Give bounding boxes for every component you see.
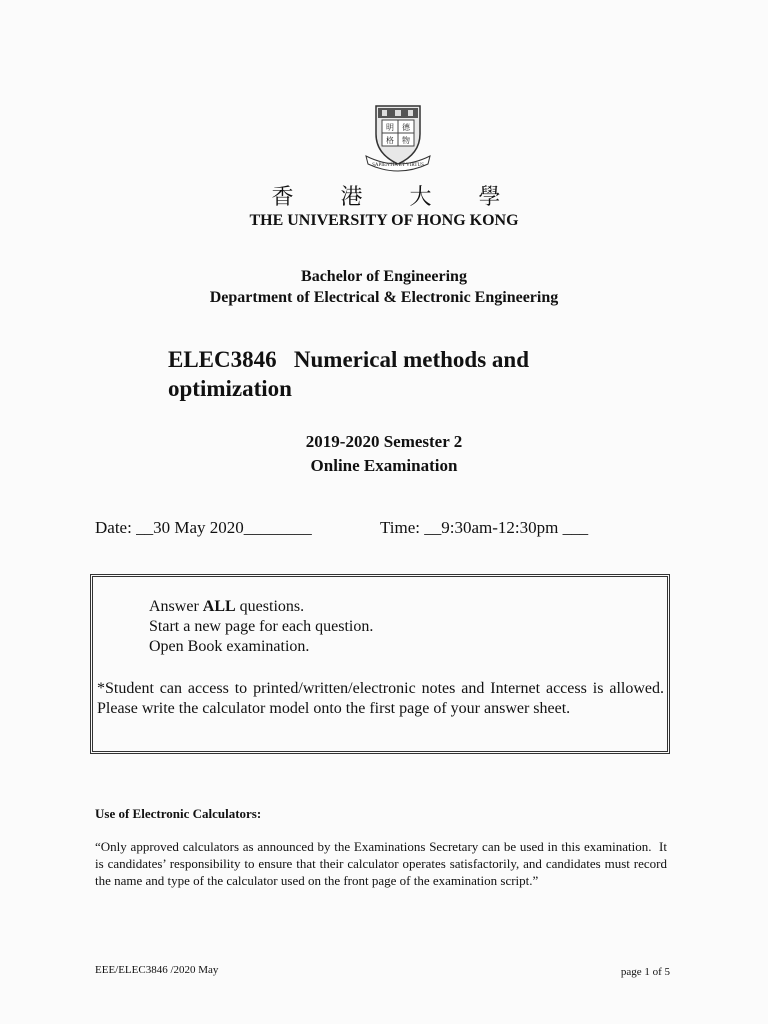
exam-time xyxy=(380,518,588,538)
exam-date xyxy=(95,518,312,538)
instruction-answer-all xyxy=(149,597,373,617)
svg-text:SAPIENTIA ET VIRTUS: SAPIENTIA ET VIRTUS xyxy=(372,163,424,168)
university-crest-icon xyxy=(362,100,434,172)
date-value: __30 May 2020________ xyxy=(136,518,312,537)
svg-text:物: 物 xyxy=(402,136,410,145)
semester-label: 2019-2020 Semester 2 xyxy=(305,432,463,451)
svg-text:格: 格 xyxy=(386,136,394,145)
date-label: Date: xyxy=(95,518,132,537)
instruction-prefix: Answer xyxy=(149,598,203,615)
time-value: __9:30am-12:30pm ___ xyxy=(424,518,589,537)
university-chinese-name: 香 港 大 學 xyxy=(271,185,521,210)
instruction-open-book: Open Book examination. xyxy=(149,638,310,655)
instruction-new-page: Start a new page for each question. xyxy=(149,618,374,635)
instruction-emphasis: ALL xyxy=(202,598,236,615)
svg-text:明: 明 xyxy=(386,123,394,132)
instructions-box xyxy=(90,574,670,754)
instruction-note: *Student can access to printed/written/electronic notes and Internet access is allowed. Please write the calculator model onto the first page of your answer sheet. xyxy=(97,680,664,717)
svg-text:德: 德 xyxy=(402,123,410,132)
footer-code: EEE/ELEC3846 /2020 May xyxy=(95,964,219,976)
course-title xyxy=(168,345,648,403)
exam-session xyxy=(0,430,768,478)
calculator-heading: Use of Electronic Calculators: xyxy=(95,806,262,821)
time-label: Time: xyxy=(380,518,421,537)
calculator-policy: “Only approved calculators as announced by the Examinations Secretary can be used in this examination. It is candidates’ responsibility to ensure that their calculator operates satisfactorily, and candidates must record the name and type of the calculator used on the front page of the examination script.” xyxy=(95,839,671,888)
exam-type: Online Examination xyxy=(310,456,458,475)
course-title-line2: optimization xyxy=(168,376,292,401)
university-name: THE UNIVERSITY OF HONG KONG xyxy=(249,212,519,229)
course-title-line1: ELEC3846 Numerical methods and xyxy=(168,347,529,372)
instruction-suffix: questions. xyxy=(235,598,305,615)
department-name: Department of Electrical & Electronic Engineering xyxy=(209,289,559,306)
page-number: page 1 of 5 xyxy=(620,966,670,978)
programme-info xyxy=(0,266,768,308)
degree-name: Bachelor of Engineering xyxy=(301,268,467,285)
instruction-list xyxy=(149,597,373,657)
